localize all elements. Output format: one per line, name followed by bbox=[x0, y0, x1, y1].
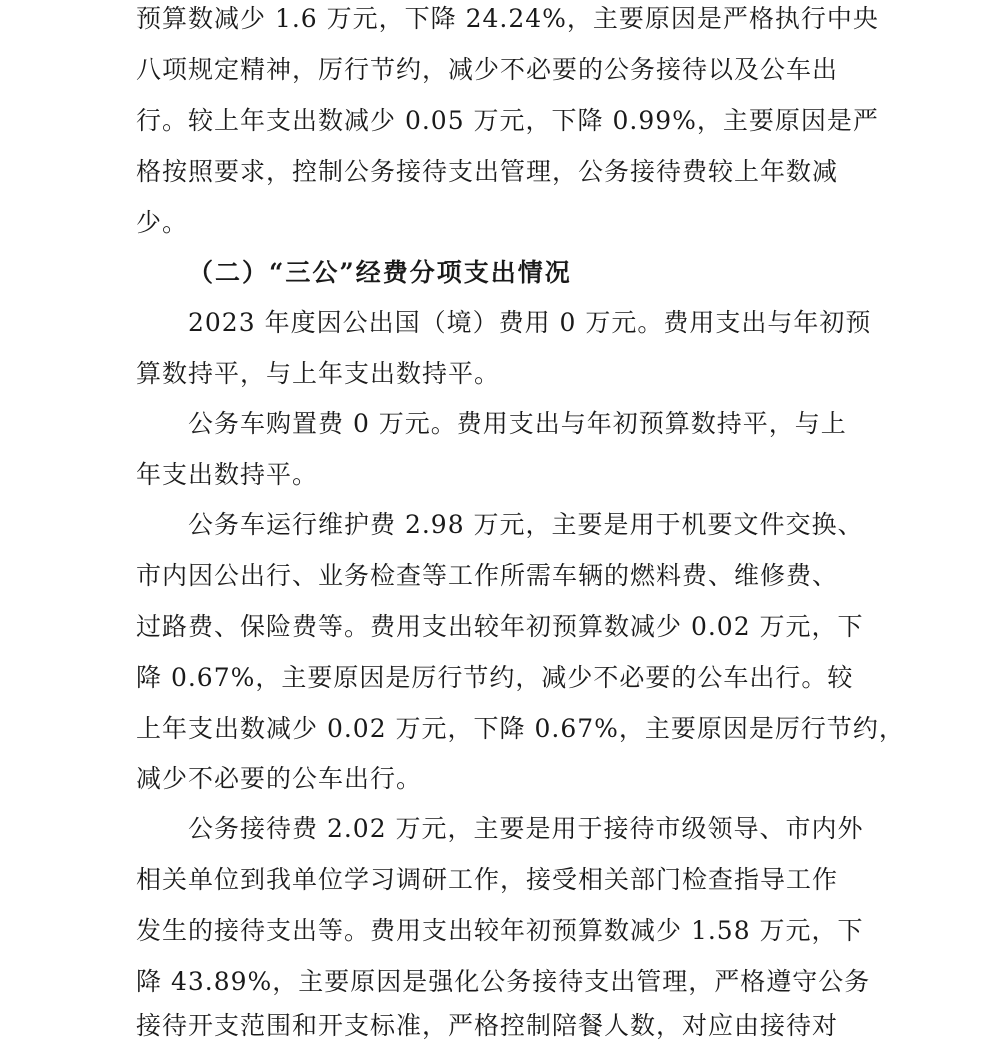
paragraph-first-line: 公务车购置费 0 万元。费用支出与年初预算数持平，与上 bbox=[188, 409, 847, 438]
text-line: 发生的接待支出等。费用支出较年初预算数减少 1.58 万元，下 bbox=[136, 916, 864, 945]
text-line: 算数持平，与上年支出数持平。 bbox=[136, 359, 501, 388]
text-line: 接待开支范围和开支标准，严格控制陪餐人数，对应由接待对 bbox=[136, 1011, 839, 1040]
paragraph-first-line: 公务接待费 2.02 万元，主要是用于接待市级领导、市内外 bbox=[188, 814, 864, 843]
text-line: 年支出数持平。 bbox=[136, 460, 319, 489]
text-line: 过路费、保险费等。费用支出较年初预算数减少 0.02 万元，下 bbox=[136, 612, 864, 641]
paragraph-first-line: 2023 年度因公出国（境）费用 0 万元。费用支出与年初预 bbox=[188, 308, 872, 337]
text-line: 降 0.67%，主要原因是厉行节约，减少不必要的公车出行。较 bbox=[136, 663, 854, 692]
text-line: 八项规定精神，厉行节约，减少不必要的公务接待以及公车出 bbox=[136, 55, 839, 84]
text-line: 减少不必要的公车出行。 bbox=[136, 764, 423, 793]
text-line: 降 43.89%，主要原因是强化公务接待支出管理，严格遵守公务 bbox=[136, 967, 871, 996]
paragraph-first-line: 公务车运行维护费 2.98 万元，主要是用于机要文件交换、 bbox=[188, 510, 864, 539]
section-heading: （二）“三公”经费分项支出情况 bbox=[188, 258, 572, 287]
text-line: 预算数减少 1.6 万元，下降 24.24%，主要原因是严格执行中央 bbox=[136, 4, 879, 33]
text-line: 市内因公出行、业务检查等工作所需车辆的燃料费、维修费、 bbox=[136, 561, 839, 590]
text-line: 上年支出数减少 0.02 万元，下降 0.67%，主要原因是厉行节约， bbox=[136, 714, 905, 743]
text-line: 格按照要求，控制公务接待支出管理，公务接待费较上年数减 bbox=[136, 157, 839, 186]
text-line: 相关单位到我单位学习调研工作，接受相关部门检查指导工作 bbox=[136, 865, 839, 894]
text-line: 少。 bbox=[136, 208, 189, 237]
text-line: 行。较上年支出数减少 0.05 万元，下降 0.99%，主要原因是严 bbox=[136, 106, 879, 135]
